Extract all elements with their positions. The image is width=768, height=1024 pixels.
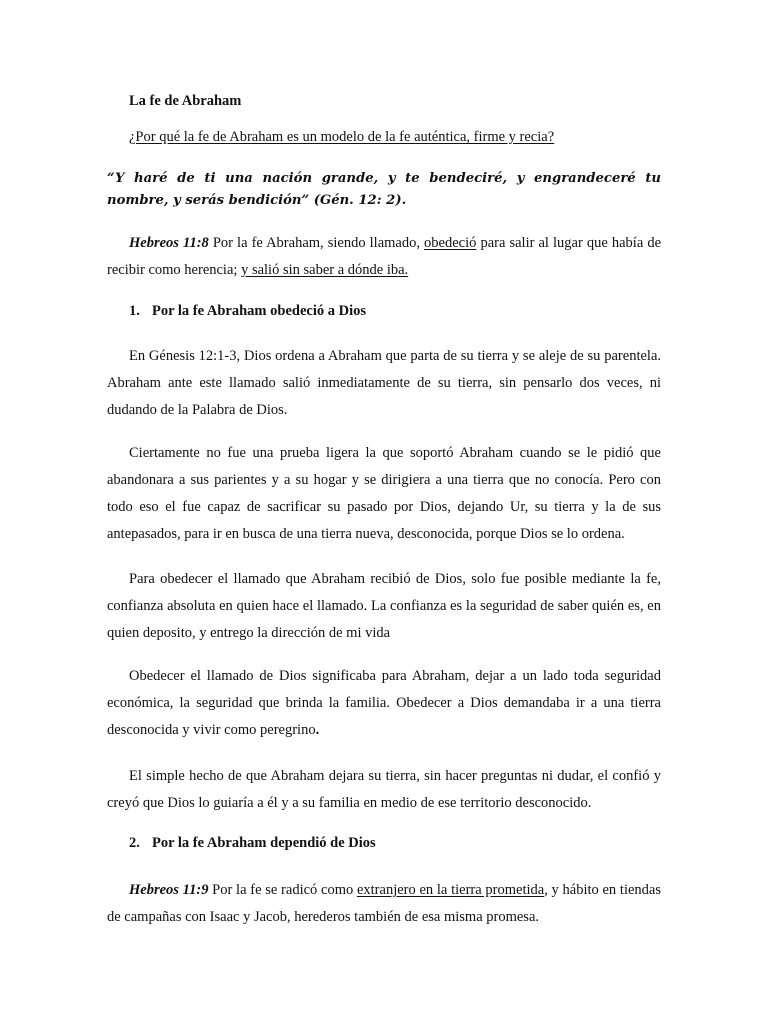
verse-underlined-phrase: y salió sin saber a dónde iba. — [241, 262, 409, 278]
guiding-question: ¿Por qué la fe de Abraham es un modelo de la fe auténtica, firme y recia? — [129, 129, 555, 145]
paragraph-text: Obedecer el llamado de Dios significaba para Abraham, dejar a un lado toda seguridad económica, la seguridad que brinda la familia. Obedecer a Dios demandaba ir a una tierra desconocida y vivir como peregrino — [107, 668, 661, 738]
verse-text: para salir al lugar que había de recibir como herencia; — [107, 235, 661, 278]
verse-text: Por la fe Abraham, siendo llamado, — [208, 235, 425, 251]
section-number: 2. — [129, 835, 140, 851]
verse-hebrews-11-9 — [107, 877, 661, 931]
quote-text: “Y haré de ti una nación grande, y te bendeciré, y engrandeceré tu nombre, y serás bendición” — [107, 171, 661, 208]
section-1-heading — [129, 303, 683, 320]
quote-period: . — [401, 193, 407, 208]
paragraph-period: . — [315, 722, 320, 738]
section-number: 1. — [129, 303, 140, 319]
verse-text: , y hábito en tiendas de campañas con Isaac y Jacob, herederos también de esa misma promesa. — [107, 882, 661, 925]
paragraph: En Génesis 12:1-3, Dios ordena a Abraham que parta de su tierra y se aleje de su parentela. Abraham ante este llamado salió inmediatamente de su tierra, sin pensarlo dos veces, ni dudando de la Palabra de Dios. — [107, 348, 661, 418]
paragraph: Ciertamente no fue una prueba ligera la que soportó Abraham cuando se le pidió que abandonara a sus parientes y a su hogar y se dirigiera a una tierra que no conocía. Pero con todo eso el fue capaz de sacrificar su pasado por Dios, dejando Ur, su tierra y la de sus antepasados, para ir en busca de una tierra nueva, desconocida, porque Dios se lo ordena. — [107, 445, 661, 542]
verse-reference: Hebreos 11:9 — [129, 882, 209, 898]
section-2-heading — [129, 835, 683, 852]
scripture-quote — [107, 168, 661, 212]
verse-underlined-word: obedeció — [424, 235, 477, 251]
paragraph: El simple hecho de que Abraham dejara su tierra, sin hacer preguntas ni dudar, el confió y creyó que Dios lo guiaría a él y a su familia en medio de ese territorio desconocido. — [107, 768, 661, 811]
document-title: La fe de Abraham — [129, 93, 242, 109]
verse-underlined-phrase: extranjero en la tierra prometida — [356, 882, 545, 898]
paragraph: Para obedecer el llamado que Abraham recibió de Dios, solo fue posible mediante la fe, confianza absoluta en quien hace el llamado. La confianza es la seguridad de saber quién es, en quien deposito, y entrego la dirección de mi vida — [107, 571, 661, 641]
verse-text: Por la fe se radicó como — [208, 882, 357, 898]
paragraph — [107, 663, 661, 744]
section-title: Por la fe Abraham obedeció a Dios — [152, 303, 366, 319]
verse-reference: Hebreos 11:8 — [129, 235, 209, 251]
verse-hebrews-11-8 — [107, 230, 661, 284]
quote-reference: (Gén. 12: 2) — [309, 193, 402, 208]
section-title: Por la fe Abraham dependió de Dios — [152, 835, 376, 851]
